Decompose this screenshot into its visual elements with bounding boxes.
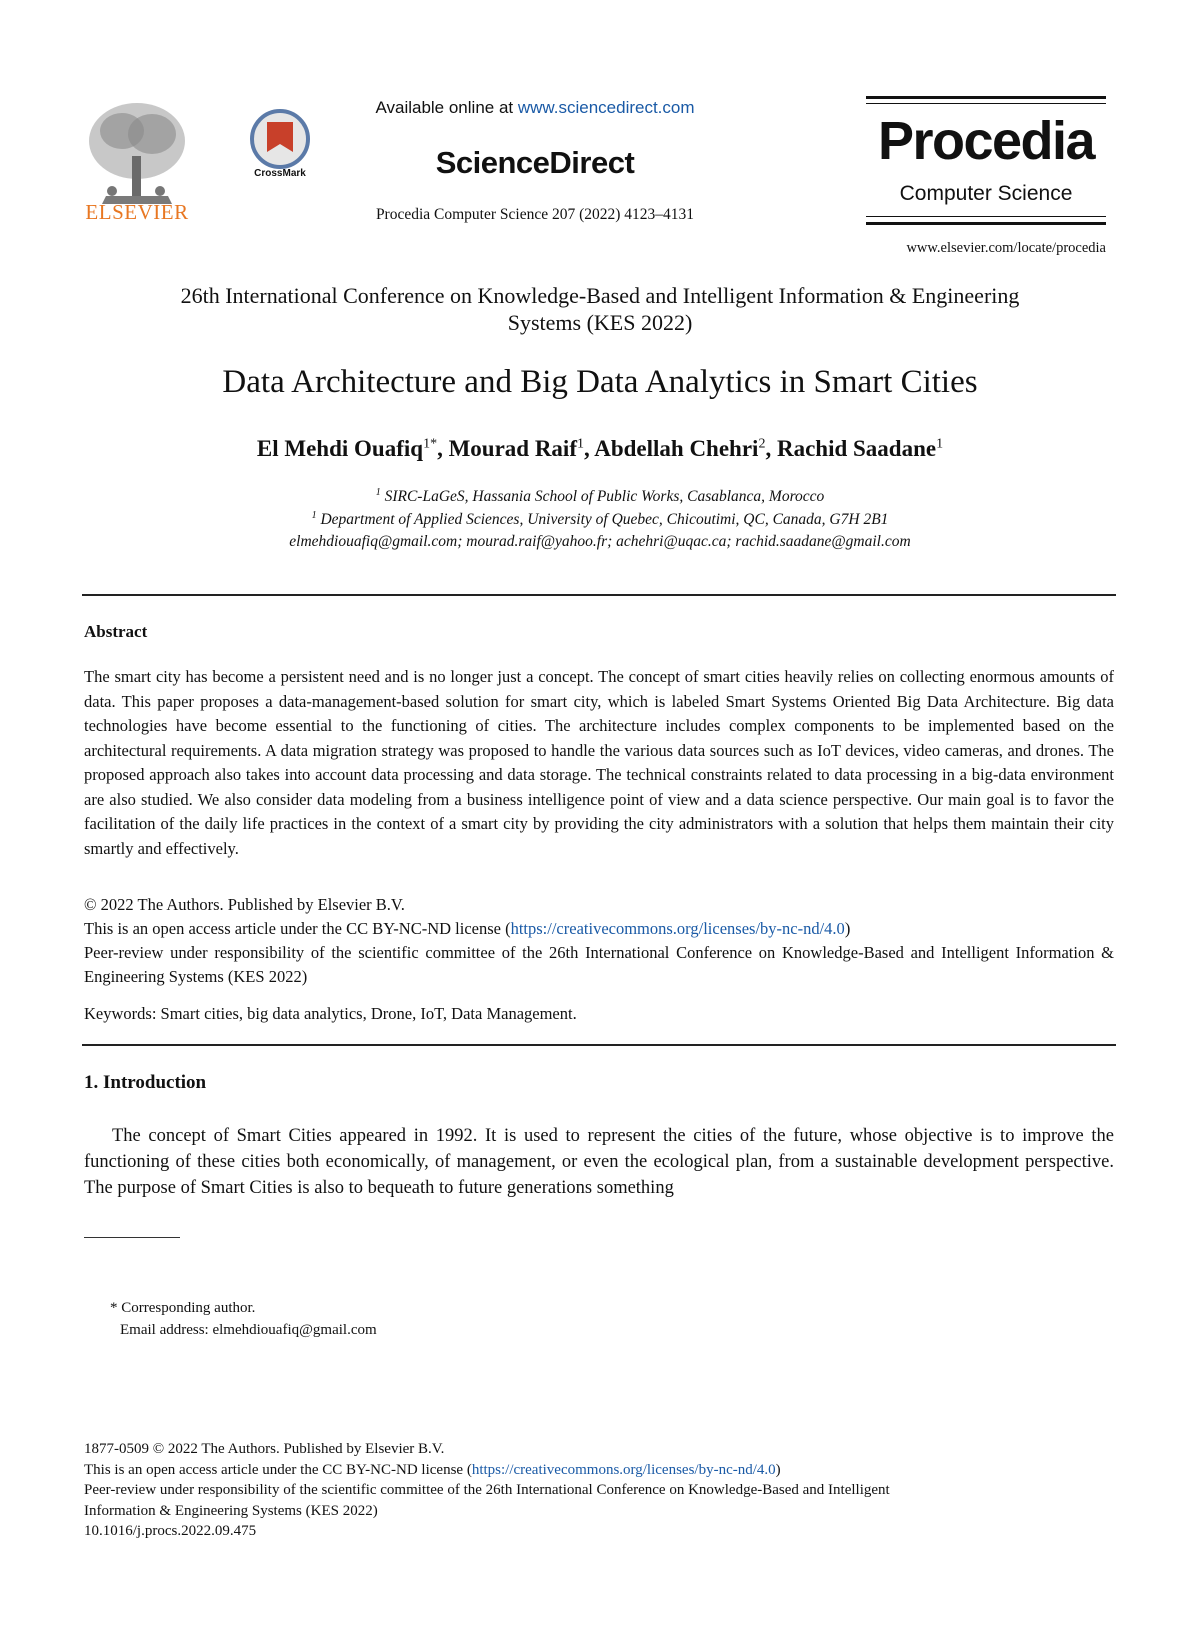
author-sup: 2 (758, 436, 766, 452)
license-link[interactable]: https://creativecommons.org/licenses/by-nc-nd/4.0 (510, 919, 845, 938)
author-name: Mourad Raif (448, 436, 577, 461)
section-heading: 1. Introduction (84, 1072, 207, 1093)
footer-license-suffix: ) (775, 1461, 781, 1478)
corresponding-author: * Corresponding author. (110, 1300, 256, 1316)
bottom-rule-thin (866, 216, 1106, 217)
sciencedirect-link[interactable]: www.sciencedirect.com (517, 98, 695, 117)
affiliation (84, 487, 1116, 506)
footnote-email: Email address: elmehdiouafiq@gmail.com (120, 1322, 377, 1338)
author-emails: elmehdiouafiq@gmail.com; mourad.raif@yahoo.fr; achehri@uqac.ca; rachid.saadane@gmail.com (289, 533, 911, 550)
author-name: El Mehdi Ouafiq (256, 436, 424, 461)
intro-paragraph: The concept of Smart Cities appeared in 1992. It is used to represent the cities of the future, whose objective is to improve the functioning of these cities both economically, of management, or even the ecological plan, from a sustainable development perspective. The purpose of Smart Cities is also to bequeath to future generations something (84, 1126, 1114, 1198)
keywords: Keywords: Smart cities, big data analytics, Drone, IoT, Data Management. (84, 1004, 577, 1023)
divider (82, 1044, 1116, 1046)
page-footer (84, 1439, 1114, 1542)
doi[interactable]: 10.1016/j.procs.2022.09.475 (84, 1523, 257, 1539)
sciencedirect-logo: ScienceDirect (435, 145, 635, 180)
affiliation-sup: 1 (375, 487, 381, 498)
affiliation-text: Department of Applied Sciences, University of Quebec, Chicoutimi, QC, Canada, G7H 2B1 (320, 511, 889, 529)
journal-reference: Procedia Computer Science 207 (2022) 4123–4131 (375, 206, 695, 223)
crossmark-icon (245, 108, 315, 170)
issn-line: 1877-0509 © 2022 The Authors. Published by Elsevier B.V. (84, 1441, 445, 1457)
crossmark-label: CrossMark (254, 168, 306, 179)
footer-peer-review-1: Peer-review under responsibility of the scientific committee of the 26th International Conference on Knowledge-Based and Intelligent (84, 1482, 890, 1498)
author-sup: 1* (423, 436, 438, 452)
license-suffix: ) (844, 919, 851, 938)
conference-line-1: 26th International Conference on Knowledge-Based and Intelligent Information & Engineering (180, 283, 1020, 308)
conference-line-2: Systems (KES 2022) (507, 310, 693, 335)
elsevier-wordmark: ELSEVIER (85, 200, 189, 224)
license-line (84, 917, 1114, 941)
available-prefix: Available online at (375, 98, 518, 117)
author-name: Abdellah Chehri (594, 436, 759, 461)
top-rule-thin (866, 103, 1106, 104)
footer-peer-review-2: Information & Engineering Systems (KES 2022) (84, 1502, 378, 1519)
abstract-heading: Abstract (84, 622, 148, 641)
crossmark-logo[interactable] (245, 108, 315, 188)
procedia-subtitle: Computer Science (899, 182, 1073, 205)
available-online (345, 98, 725, 118)
conference-name (84, 282, 1116, 336)
elsevier-logo (82, 96, 192, 231)
locate-url[interactable]: www.elsevier.com/locate/procedia (906, 240, 1106, 256)
author-sup: 1 (936, 436, 944, 452)
author-name: Rachid Saadane (776, 436, 937, 461)
footer-license-line (84, 1460, 1114, 1481)
procedia-title: Procedia (877, 111, 1095, 171)
affiliation-text: SIRC-LaGeS, Hassania School of Public Works, Casablanca, Morocco (384, 488, 825, 506)
footnote-rule (84, 1237, 180, 1238)
bottom-rule (866, 222, 1106, 225)
footer-license-link[interactable]: https://creativecommons.org/licenses/by-nc-nd/4.0 (471, 1461, 776, 1478)
copyright-line: © 2022 The Authors. Published by Elsevier B.V. (84, 895, 405, 914)
footer-license-prefix: This is an open access article under the CC BY-NC-ND license ( (84, 1461, 472, 1478)
license-prefix: This is an open access article under the CC BY-NC-ND license ( (84, 919, 511, 938)
peer-review: Peer-review under responsibility of the scientific committee of the 26th International Conference on Knowledge-Based and Intelligent Information & Engineering Systems (KES 2022) (84, 943, 1114, 986)
abstract-text: The smart city has become a persistent need and is no longer just a concept. The concept of smart cities heavily relies on collecting enormous amounts of data. This paper proposes a data-management-based solution for smart city, which is labeled Smart Systems Oriented Big Data Architecture. Big data technologies have become essential to the functioning of cities. The architecture includes complex components to be implemented based on the architectural requirements. A data migration strategy was proposed to handle the various data sources such as IoT devices, video cameras, and drones. The proposed approach also takes into account data processing and data storage. The technical constraints related to data processing in a big-data environment are also studied. We also consider data modeling from a business intelligence point of view and a data science perspective. Our main goal is to favor the facilitation of the daily life practices in the context of a smart city by providing the city administrators with a solution that helps them maintain their city smartly and effectively. (84, 667, 1114, 858)
divider (82, 594, 1116, 596)
top-rule (866, 96, 1106, 99)
author-list: El Mehdi Ouafiq$^{1*}$, Mourad Raif$^1$, Abdellah Chehri$^2$, Rachid Saadane$^1$ (256, 436, 944, 461)
paper-title: Data Architecture and Big Data Analytics in Smart Cities (222, 364, 978, 400)
affiliation-sup: 1 (311, 510, 317, 521)
author-sup: 1 (576, 436, 584, 452)
affiliation (84, 510, 1116, 529)
procedia-logo (866, 96, 1106, 231)
